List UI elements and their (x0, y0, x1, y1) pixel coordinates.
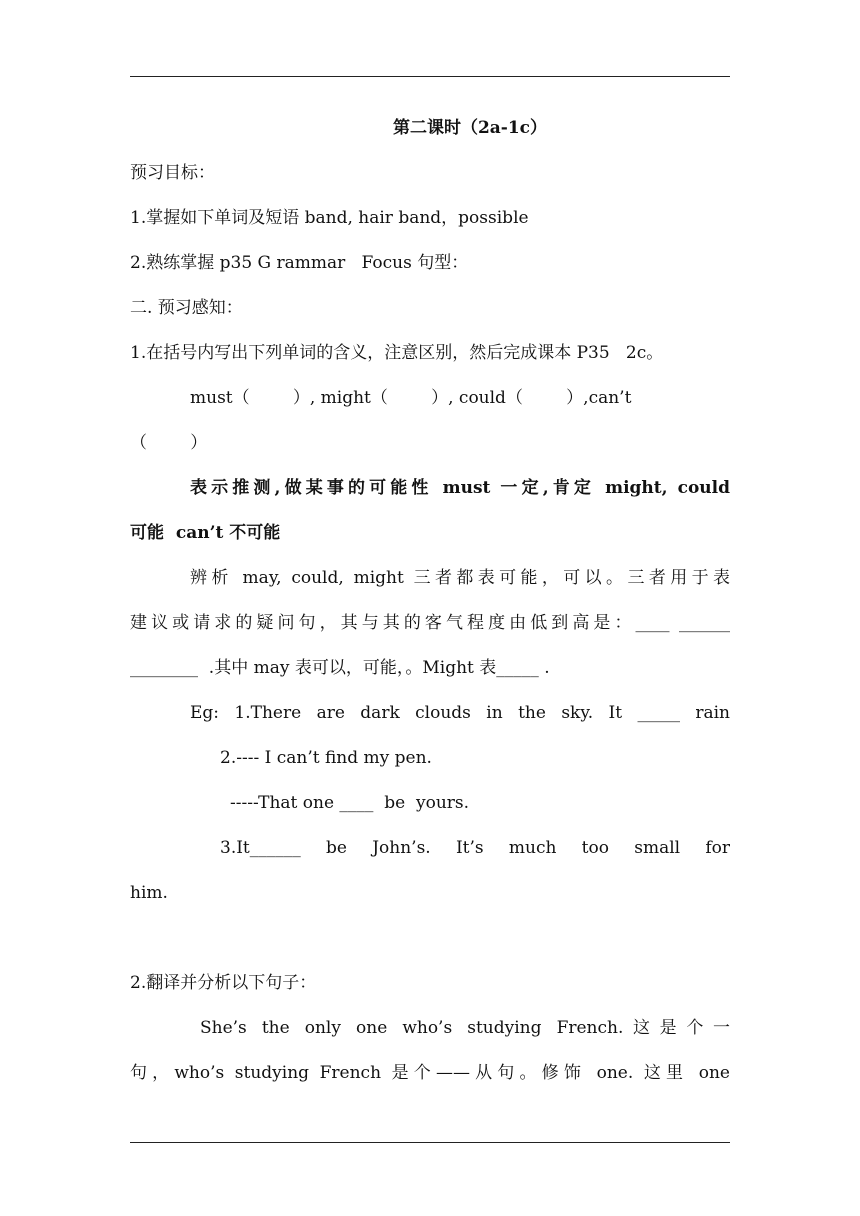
page-title: 第二课时（2a-1c） (392, 118, 548, 138)
sentence-analysis-1: She’s the only one who’s studying French.这是个一 (200, 1018, 730, 1038)
analysis-line-1: 辨析 may, could, might 三者都表可能，可以。三者用于表 (190, 568, 730, 588)
sentence-analysis-2: 句，who’s studying French 是个——从句。修饰 one. 这里 one (130, 1063, 730, 1083)
example-2-answer: -----That one ____ be yours. (230, 793, 470, 813)
modal-meaning-line-2: 可能 can’t 不可能 (130, 523, 281, 543)
example-1: Eg: 1.There are dark clouds in the sky. It _____ rain (190, 703, 730, 723)
exercise-1-blanks-cont: （ ） (130, 433, 208, 453)
goal-item-1: 1.掌握如下单词及短语 band, hair band，possible (130, 208, 529, 228)
goal-item-2: 2.熟练掌握 p35 G rammar Focus 句型： (130, 253, 469, 273)
example-2: 2.---- I can’t find my pen. (220, 748, 432, 768)
analysis-line-3: ________ .其中 may 表可以，可能，。Might 表_____ . (130, 658, 550, 678)
example-3: 3.It______ be John’s. It’s much too small for (220, 838, 730, 858)
example-3-cont: him. (130, 883, 168, 903)
exercise-1-blanks: must（ ）, might（ ）, could（ ）,can’t (190, 388, 632, 408)
exercise-1-instruction: 1.在括号内写出下列单词的含义，注意区别，然后完成课本 P35 2c。 (130, 343, 664, 363)
footer-rule (130, 1142, 730, 1143)
analysis-line-2: 建议或请求的疑问句，其与其的客气程度由低到高是：____ ______ (130, 613, 730, 633)
modal-meaning-line-1: 表示推测,做某事的可能性 must 一定,肯定 might, could (190, 478, 730, 498)
section-heading-2: 二. 预习感知： (130, 298, 243, 318)
preview-goal-heading: 预习目标： (130, 163, 215, 183)
exercise-2-instruction: 2.翻译并分析以下句子： (130, 973, 317, 993)
header-rule (130, 76, 730, 77)
